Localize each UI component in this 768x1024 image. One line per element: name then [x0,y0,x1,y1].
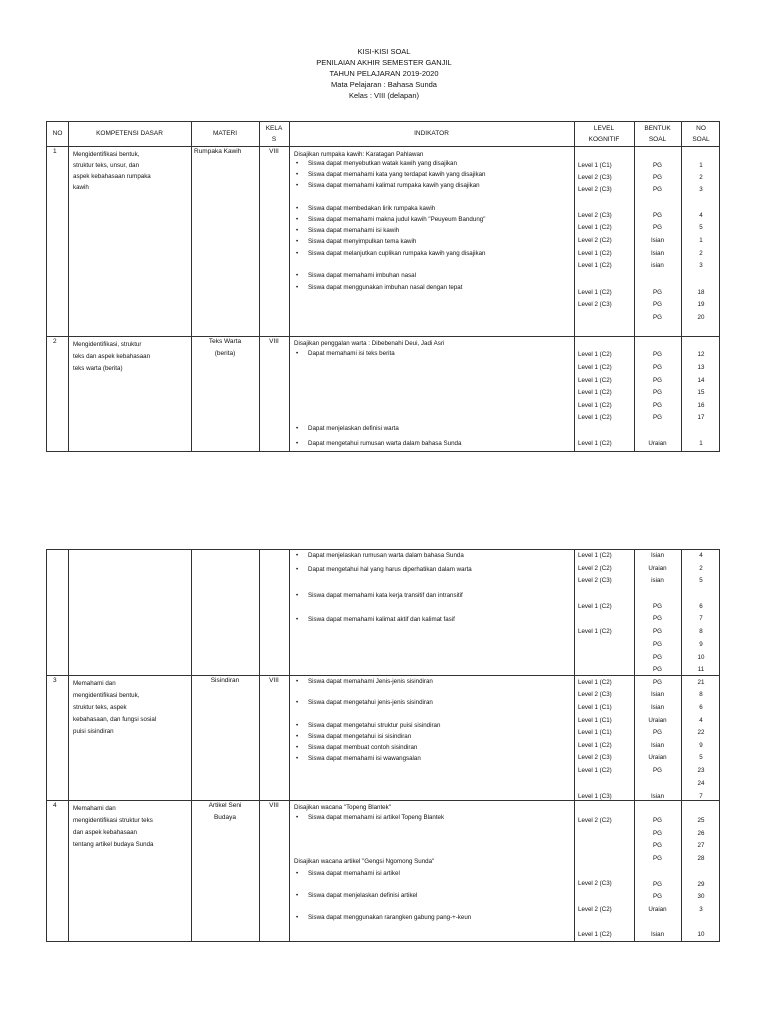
indikator-item: • Siswa dapat membedakan lirik rumpaka kawih [308,205,435,213]
no-soal-cell: 16 [697,402,705,409]
level-cell: Level 2 (C2) [578,817,612,824]
no-soal-cell: 13 [697,364,705,371]
bentuk-cell: Isian [650,793,665,800]
no-soal-cell: 5 [699,754,703,761]
indikator-item: • Siswa dapat mengetahui isi sisindiran [308,733,411,741]
indikator-item: • Siswa dapat mengetahui jenis-jenis sisindiran [308,699,433,707]
level-cell: Level 1 (C1) [578,704,612,711]
col-kompetensi-dasar: KOMPETENSI DASAR [96,130,163,137]
level-cell: Level 1 (C2) [578,767,612,774]
bentuk-cell: PG [653,414,662,421]
level-cell: Level 1 (C2) [578,402,612,409]
header-exam: PENILAIAN AKHIR SEMESTER GANJIL [316,58,452,67]
no-soal-cell: 3 [699,906,703,913]
level-cell: Level 2 (C3) [578,186,612,193]
bentuk-cell: Isian [650,552,665,559]
no-soal-cell: 6 [699,704,703,711]
level-cell: Level 1 (C2) [578,679,612,686]
header-year: TAHUN PELAJARAN 2019-2020 [329,69,439,78]
indikator-item: • Dapat mengetahui rumusan warta dalam bahasa Sunda [308,440,461,448]
level-cell: Level 1 (C2) [578,289,612,296]
level-cell: Level 2 (C3) [578,301,612,308]
col-kelas: KELA S [265,125,283,143]
level-cell: Level 1 (C2) [578,440,612,447]
no-soal-cell: 12 [697,351,705,358]
no-soal-cell: 17 [697,414,705,421]
no-soal-cell: 4 [699,717,703,724]
col-indikator: INDIKATOR [414,130,449,137]
no-soal-cell: 2 [699,250,703,257]
level-cell: Level 2 (C3) [578,691,612,698]
no-soal-cell: 25 [697,817,705,824]
indikator-item: • Dapat menjelaskan definisi warta [308,425,399,433]
indikator-item: • Siswa dapat memahami isi wawangsalan [308,755,421,763]
col-materi: MATERI [212,130,238,137]
bentuk-cell: Isian [650,250,665,257]
row-no: 4 [53,802,57,809]
bentuk-cell: Isian [650,742,665,749]
bentuk-cell: PG [653,377,662,384]
no-soal-cell: 3 [699,186,703,193]
no-soal-cell: 28 [697,855,705,862]
materi-text: Artikel Seni Budaya [208,802,242,821]
no-soal-cell: 2 [699,565,703,572]
indikator-item: • Siswa dapat menyimpulkan tema kawih [308,238,416,246]
bentuk-cell: isian [651,577,664,584]
bentuk-cell: PG [653,654,662,661]
level-cell: Level 1 (C2) [578,931,612,938]
no-soal-cell: 5 [699,577,703,584]
col-level: LEVEL KOGNITIF [588,125,620,143]
materi-text: Teks Warta (berita) [208,338,242,357]
level-cell: Level 1 (C1) [578,729,612,736]
indikator-item: • Dapat mengetahui hal yang harus diperhatikan dalam warta [308,566,472,574]
bentuk-cell: Uraian [648,906,667,913]
indikator-item: • Siswa dapat memahami kata yang terdapat kawih yang disajikan [308,171,485,179]
level-cell: Level 1 (C2) [578,742,612,749]
bentuk-cell: PG [653,224,662,231]
bentuk-cell: PG [653,842,662,849]
kisi-table-page2 [46,549,720,942]
bentuk-cell: Uraian [648,754,667,761]
indikator-item: • Siswa dapat memahami isi artikel Topeng Blantek [308,814,444,822]
level-cell: Level 2 (C2) [578,565,612,572]
col-no: NO [52,130,63,137]
no-soal-cell: 15 [697,389,705,396]
no-soal-cell: 4 [699,552,703,559]
bentuk-cell: PG [653,162,662,169]
kelas-text: VIII [269,677,279,684]
indikator-item: • Siswa dapat menggunakan imbuhan nasal dengan tepat [308,284,462,292]
no-soal-cell: 6 [699,603,703,610]
indikator-item: • Siswa dapat melanjutkan cuplikan rumpaka kawih yang disajikan [308,250,485,258]
no-soal-cell: 23 [697,767,705,774]
no-soal-cell: 18 [697,289,705,296]
bentuk-cell: PG [653,881,662,888]
no-soal-cell: 1 [699,440,703,447]
kelas-text: VIII [269,802,279,809]
no-soal-cell: 5 [699,224,703,231]
no-soal-cell: 10 [697,931,705,938]
bentuk-cell: PG [653,314,662,321]
no-soal-cell: 27 [697,842,705,849]
bentuk-cell: PG [653,666,662,673]
level-cell: Level 1 (C2) [578,224,612,231]
bentuk-cell: PG [653,402,662,409]
document-header [0,46,768,101]
indikator-item: • Siswa dapat memahami kalimat rumpaka kawih yang disajikan [308,182,480,190]
indikator-item: • Dapat menjelaskan rumusan warta dalam bahasa Sunda [308,552,464,560]
bentuk-cell: PG [653,641,662,648]
no-soal-cell: 8 [699,691,703,698]
row-no: 2 [53,338,57,345]
level-cell: Level 1 (C3) [578,793,612,800]
header-title: KISI-KISI SOAL [357,47,411,56]
no-soal-cell: 21 [697,679,705,686]
bentuk-cell: PG [653,186,662,193]
kelas-text: VIII [269,338,279,345]
level-cell: Level 2 (C2) [578,237,612,244]
kompetensi-dasar-text: Memahami dan mengidentifikasi bentuk, struktur teks, aspek kebahasaan, dan fungsi sosial puisi sisindiran [73,680,157,735]
kompetensi-dasar-text: Memahami dan mengidentifikasi struktur teks dan aspek kebahasaan tentang artikel budaya Sunda [73,805,154,848]
level-cell: Level 1 (C2) [578,250,612,257]
bentuk-cell: PG [653,364,662,371]
no-soal-cell: 1 [699,162,703,169]
no-soal-cell: 26 [697,830,705,837]
bentuk-cell: PG [653,351,662,358]
indikator-intro: Disajikan penggalan warta : Dibebenahi Deui, Jadi Asri [294,340,445,347]
bentuk-cell: PG [653,301,662,308]
bentuk-cell: PG [653,389,662,396]
kompetensi-dasar-text: Mengidentifikasi bentuk, struktur teks, unsur, dan aspek kebahasaan rumpaka kawih [73,151,151,191]
level-cell: Level 1 (C1) [578,162,612,169]
no-soal-cell: 8 [699,628,703,635]
no-soal-cell: 22 [697,729,705,736]
indikator-item: • Siswa dapat memahami makna judul kawih "Peuyeum Bandung" [308,216,485,224]
col-bentuk: BENTUK SOAL [644,125,671,143]
indikator-item: • Siswa dapat memahami imbuhan nasal [308,272,416,280]
materi-text: Sisindiran [210,677,240,684]
indikator-intro: Disajikan rumpaka kawih: Karatagan Pahlawan [294,151,424,158]
indikator-item: • Siswa dapat memahami Jenis-jenis sisindiran [308,678,433,686]
no-soal-cell: 14 [697,377,705,384]
indikator-item: • Siswa dapat mengetahui struktur puisi sisindiran [308,722,440,730]
bentuk-cell: PG [653,603,662,610]
kelas-text: VIII [269,148,279,155]
level-cell: Level 1 (C2) [578,377,612,384]
level-cell: Level 1 (C2) [578,628,612,635]
row-no: 1 [53,148,57,155]
indikator-intro: Disajikan wacana "Topeng Blantek" [294,804,391,811]
bentuk-cell: PG [653,855,662,862]
bentuk-cell: PG [653,893,662,900]
level-cell: Level 1 (C2) [578,389,612,396]
level-cell: Level 2 (C2) [578,906,612,913]
level-cell: Level 2 (C3) [578,212,612,219]
indikator-item: • Siswa dapat menyebutkan watak kawih yang disajikan [308,160,457,168]
no-soal-cell: 11 [697,666,705,673]
level-cell: Level 1 (C2) [578,603,612,610]
bentuk-cell: PG [653,212,662,219]
row-no: 3 [53,677,57,684]
bentuk-cell: PG [653,628,662,635]
materi-text: Rumpaka Kawih [194,148,242,155]
no-soal-cell: 4 [699,212,703,219]
bentuk-cell: Isian [650,237,665,244]
bentuk-cell: PG [653,767,662,774]
level-cell: Level 1 (C2) [578,414,612,421]
no-soal-cell: 7 [699,793,703,800]
no-soal-cell: 29 [697,881,705,888]
indikator-item: • Siswa dapat membuat contoh sisindiran [308,744,417,752]
kisi-table-page1 [46,121,720,452]
bentuk-cell: PG [653,615,662,622]
indikator-item: • Siswa dapat menjelaskan definisi artikel [308,892,417,900]
bentuk-cell: Isian [650,691,665,698]
indikator-item: • Dapat memahami isi teks berita [308,350,395,358]
level-cell: Level 2 (C3) [578,754,612,761]
level-cell: Level 2 (C3) [578,880,612,887]
level-cell: Level 2 (C3) [578,577,612,584]
bentuk-cell: PG [653,830,662,837]
no-soal-cell: 20 [697,314,705,321]
indikator-item: • Siswa dapat menggunakan rarangken gabung pang-+-keun [308,914,471,922]
no-soal-cell: 19 [697,301,705,308]
kompetensi-dasar-text: Mengidentifikasi, struktur teks dan aspek kebahasaan teks warta (berita) [73,341,151,372]
level-cell: Level 1 (C2) [578,364,612,371]
bentuk-cell: PG [653,289,662,296]
bentuk-cell: isian [651,262,664,269]
bentuk-cell: Isian [650,704,665,711]
bentuk-cell: Uraian [648,565,667,572]
bentuk-cell: Uraian [648,717,667,724]
level-cell: Level 1 (C2) [578,351,612,358]
indikator-item: • Siswa dapat memahami isi artikel [308,870,400,878]
level-cell: Level 1 (C2) [578,262,612,269]
bentuk-cell: PG [653,174,662,181]
no-soal-cell: 1 [699,237,703,244]
no-soal-cell: 30 [697,893,705,900]
header-class: Kelas : VIII (delapan) [348,91,420,100]
bentuk-cell: PG [653,729,662,736]
level-cell: Level 1 (C2) [578,552,612,559]
indikator-item: • Siswa dapat memahami kalimat aktif dan kalimat fasif [308,616,455,624]
no-soal-cell: 7 [699,615,703,622]
level-cell: Level 2 (C3) [578,174,612,181]
level-cell: Level 1 (C1) [578,717,612,724]
no-soal-cell: 2 [699,174,703,181]
col-no-soal: NO SOAL [692,125,710,143]
no-soal-cell: 9 [699,641,703,648]
no-soal-cell: 10 [697,654,705,661]
no-soal-cell: 3 [699,262,703,269]
bentuk-cell: Isian [650,931,665,938]
header-subject: Mata Pelajaran : Bahasa Sunda [331,80,437,89]
no-soal-cell: 24 [697,780,705,787]
no-soal-cell: 9 [699,742,703,749]
indikator-item: • Siswa dapat memahami kata kerja transitif dan intransitif [308,592,463,600]
indikator-item: • Siswa dapat memahami isi kawih [308,227,399,235]
indikator-intro: Disajikan wacana artikel "Gengsi Ngomong Sunda" [294,858,435,865]
bentuk-cell: PG [653,679,662,686]
bentuk-cell: PG [653,817,662,824]
bentuk-cell: Uraian [648,440,667,447]
